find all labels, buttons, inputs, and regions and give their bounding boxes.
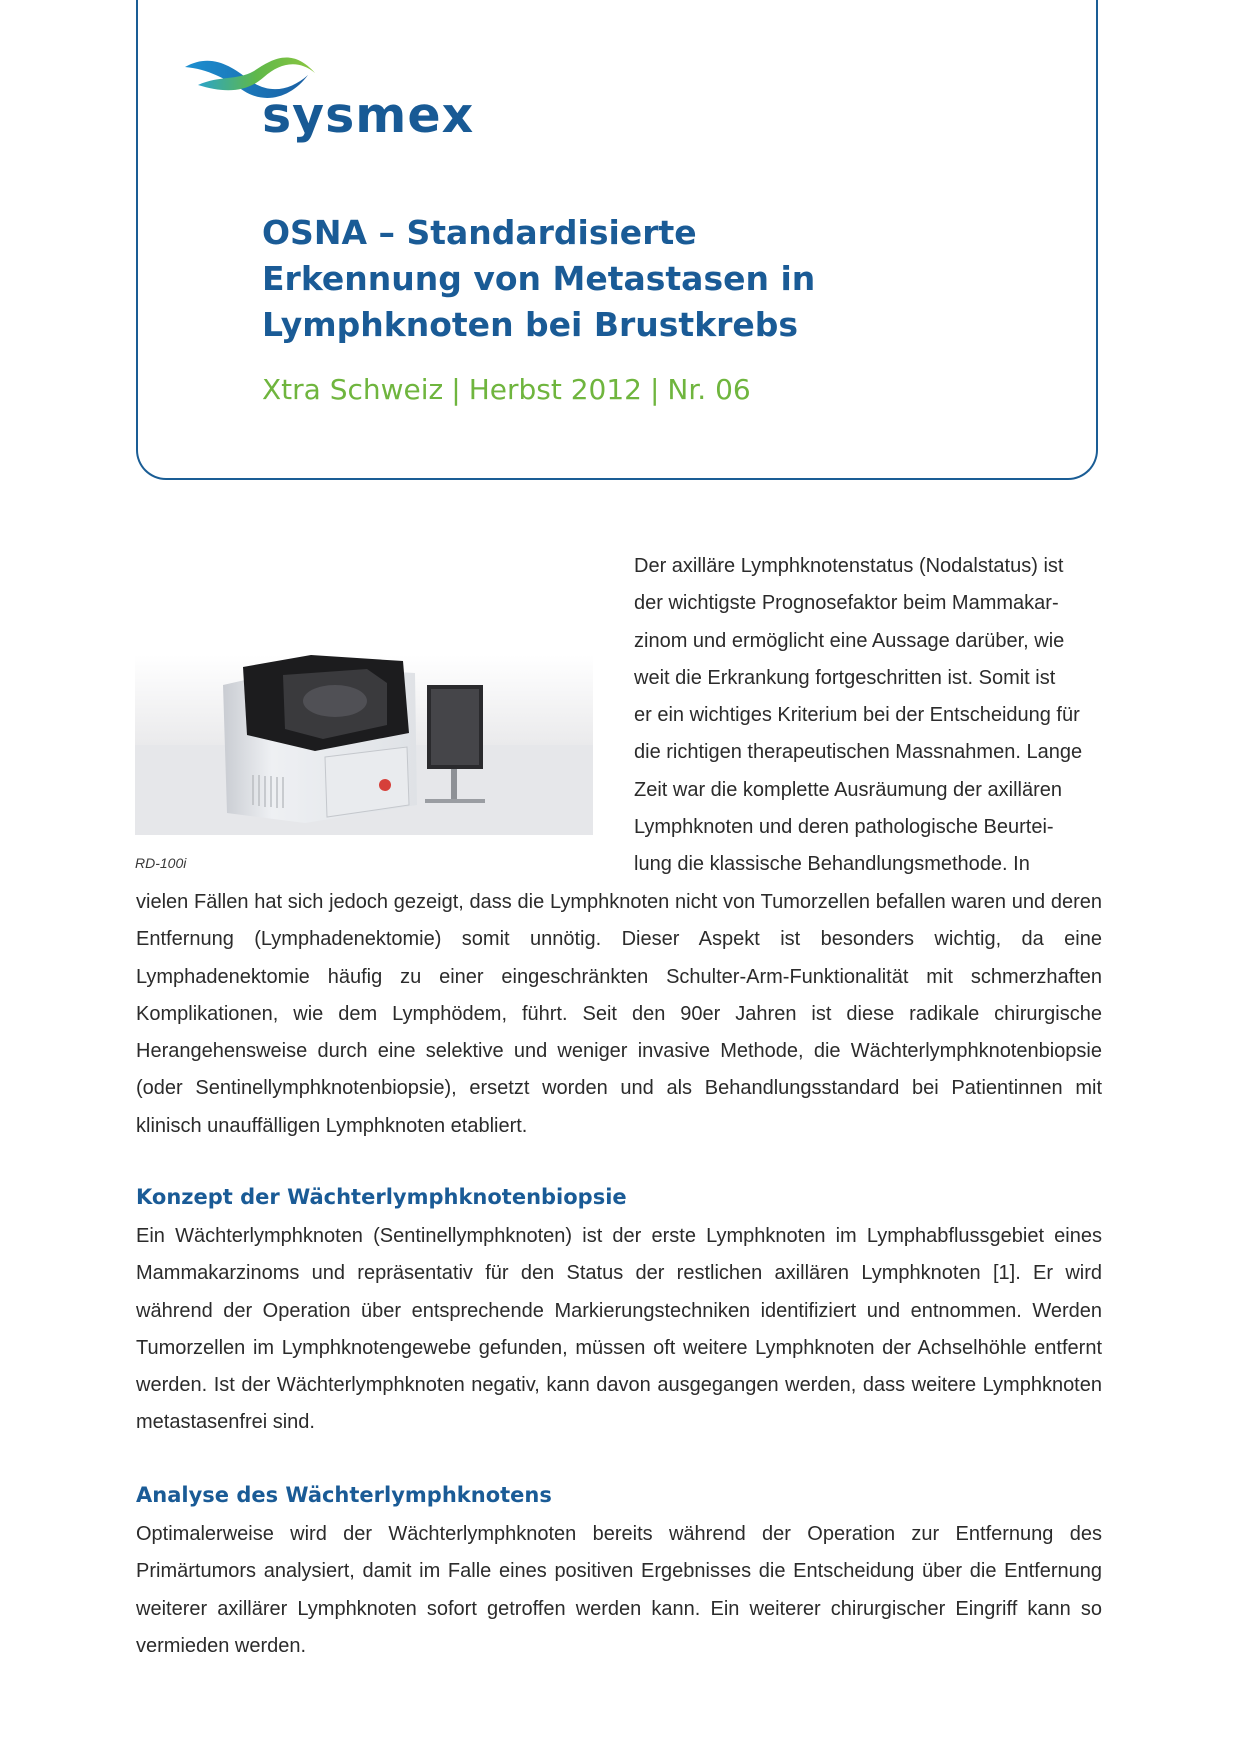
- publication-subtitle: [262, 373, 751, 406]
- intro-paragraph-continuation: vielen Fällen hat sich jedoch gezeigt, dass die Lymphknoten nicht von Tumorzellen befallen waren und deren Entfernung (Lymphadenektomie) somit unnötig. Dieser Aspekt ist besonders wichtig, da eine Lymphadenektomie häufig zu einer eingeschränkten Schulter-Arm-Funktionalität mit schmerzhaften Komplikationen, wie dem Lymphödem, führt. Seit den 90er Jahren ist diese radikale chirurgische Herangehensweise durch eine selektive und weniger invasive Methode, die Wächterlymphknotenbiopsie (oder Sentinellymphknotenbiopsie), ersetzt worden und als Behandlungsstandard bei Patientinnen mit klinisch unauffälligen Lymphknoten etabliert.: [136, 891, 1102, 1137]
- text-line: Lymphknoten und deren pathologische Beurtei-: [634, 816, 1054, 839]
- section-heading: Konzept der Wächterlymphknotenbiopsie: [136, 1185, 627, 1209]
- title-line: OSNA – Standardisierte: [262, 213, 697, 252]
- text-line: er ein wichtiges Kriterium bei der Entscheidung für: [634, 704, 1080, 727]
- text-line: weit die Erkrankung fortgeschritten ist. Somit ist: [634, 666, 1056, 689]
- title-line: Lymphknoten bei Brustkrebs: [262, 305, 799, 344]
- section-paragraph: Ein Wächterlymphknoten (Sentinellymphknoten) ist der erste Lymphknoten im Lymphabflussgebiet eines Mammakarzinoms und repräsentativ für den Status der restlichen axillären Lymphknoten [1]. Er wird während der Operation über entsprechende Markierungstechniken identifiziert und entnommen. Werden Tumorzellen im Lymphknotengewebe gefunden, müssen oft weitere Lymphknoten der Achselhöhle entfernt werden. Ist der Wächterlymphknoten negativ, kann davon ausgegangen werden, dass weitere Lymphknoten metastasenfrei sind.: [136, 1225, 1102, 1434]
- publication-name: Xtra Schweiz: [262, 373, 444, 406]
- title-line: Erkennung von Metastasen in: [262, 259, 816, 298]
- figure-caption: RD-100i: [135, 855, 187, 871]
- section-heading: Analyse des Wächterlymphknotens: [136, 1483, 552, 1507]
- text-line: zinom und ermöglicht eine Aussage darüber, wie: [634, 629, 1065, 652]
- intro-right-column: [634, 548, 1104, 884]
- text-line: Zeit war die komplette Ausräumung der axillären: [634, 778, 1062, 801]
- separator: |: [649, 373, 660, 406]
- publication-issue: Nr. 06: [667, 373, 751, 406]
- page-title: [262, 210, 1022, 348]
- logo-wordmark: sysmex: [262, 87, 475, 144]
- sysmex-logo: [180, 45, 480, 145]
- text-line: Der axilläre Lymphknotenstatus (Nodalstatus) ist: [634, 555, 1064, 577]
- text-line: lung die klassische Behandlungsmethode. In: [634, 853, 1030, 876]
- publication-season: Herbst 2012: [468, 373, 642, 406]
- separator: |: [451, 373, 461, 406]
- text-line: der wichtigste Prognosefaktor beim Mammakar-: [634, 592, 1059, 615]
- analyzer-device-image: [135, 655, 593, 835]
- section-paragraph: Optimalerweise wird der Wächterlymphknoten bereits während der Operation zur Entfernung des Primärtumors analysiert, damit im Falle eines positiven Ergebnisses die Entscheidung über die Entfernung weiterer axillärer Lymphknoten sofort getroffen werden kann. Ein weiterer chirurgischer Eingriff kann so vermieden werden.: [136, 1523, 1102, 1657]
- text-line: die richtigen therapeutischen Massnahmen. Lange: [634, 741, 1083, 764]
